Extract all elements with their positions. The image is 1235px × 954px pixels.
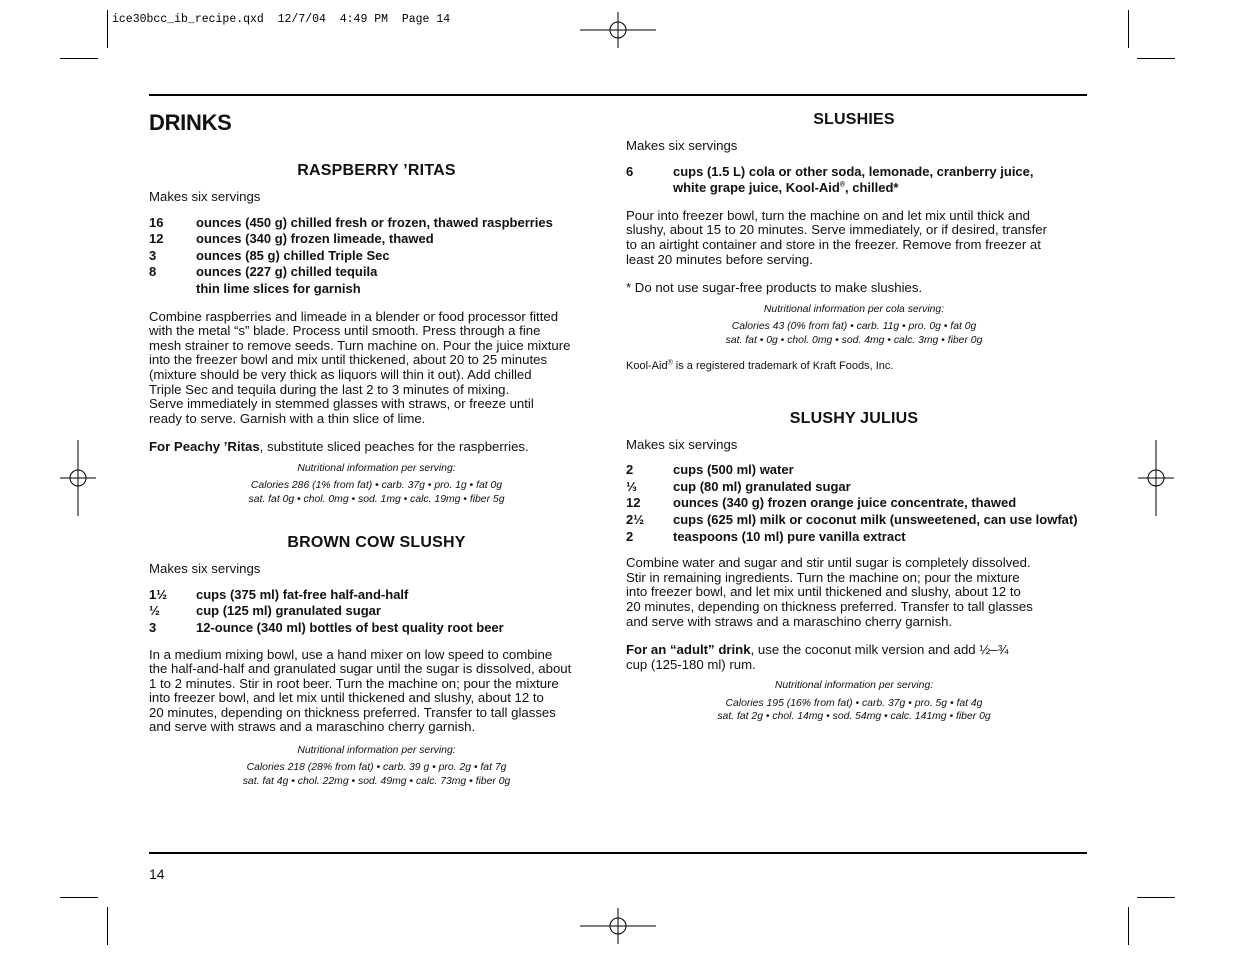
recipe-title-slushies: SLUSHIES bbox=[813, 111, 895, 128]
ingredient-row: ½ cup (125 ml) granulated sugar bbox=[149, 603, 381, 619]
ingredient-list bbox=[149, 215, 604, 298]
ingredient-row: 3 12-ounce (340 ml) bottles of best quality root beer bbox=[149, 619, 504, 635]
trademark-note: Kool-Aid® is a registered trademark of Kraft Foods, Inc. bbox=[626, 359, 894, 372]
ingredient-row: 12 ounces (340 g) frozen orange juice concentrate, thawed bbox=[626, 495, 1017, 511]
left-column bbox=[149, 162, 604, 788]
top-rule bbox=[149, 94, 1087, 96]
ingredient-list bbox=[626, 462, 1082, 545]
recipe-footnote: * Do not use sugar-free products to make slushies. bbox=[626, 280, 923, 296]
ingredient-row: 2 teaspoons (10 ml) pure vanilla extract bbox=[626, 528, 906, 544]
recipe-yield: Makes six servings bbox=[626, 138, 738, 153]
ingredient-list bbox=[626, 164, 1082, 197]
ingredient-row: 12 ounces (340 g) frozen limeade, thawed bbox=[149, 231, 434, 247]
crop-mark bbox=[107, 907, 108, 945]
registration-mark-icon bbox=[580, 12, 656, 48]
ingredient-row: 16 ounces (450 g) chilled fresh or frozen, thawed raspberries bbox=[149, 214, 553, 230]
ingredient-row: 2½ cups (625 ml) milk or coconut milk (unsweetened, can use lowfat) bbox=[626, 511, 1078, 527]
crop-mark bbox=[1128, 907, 1129, 945]
bottom-rule bbox=[149, 852, 1087, 854]
nutrition-info: Nutritional information per serving: Calories 195 (16% from fat) • carb. 37g • pro. 5g • fat 4g sat. fat 2g • chol. 14mg • sod. 54mg • calc. 141mg • fiber 0g bbox=[717, 680, 991, 723]
recipe-directions: Combine water and sugar and stir until sugar is completely dissolved. Stir in remaining ingredients. Turn the machine on; pour the mixture into freezer bowl, and let mix until thickened and slushy, about 12 to 20 minutes, depending on thickness preferred. Transfer to tall glasses and serve with straws and a maraschino cherry garnish. bbox=[626, 555, 1033, 629]
recipe-variation: For an “adult” drink, use the coconut milk version and add ½–¾ cup (125-180 ml) rum. bbox=[626, 642, 1009, 672]
nutrition-info: Nutritional information per cola serving: Calories 43 (0% from fat) • carb. 11g • pro. 0g • fat 0g sat. fat • 0g • chol. 0mg • sod. 4mg • calc. 3mg • fiber 0g bbox=[725, 303, 983, 346]
recipe-yield: Makes six servings bbox=[149, 561, 261, 577]
crop-mark bbox=[60, 897, 98, 898]
recipe-directions: Combine raspberries and limeade in a blender or food processor fitted with the metal “s” blade. Process until smooth. Press through a fine mesh strainer to remove seeds. Turn machine on. Pour the juice mixture into the freezer bowl and mix until thickened, about 20 to 25 minutes (mixture should be very thick as liquors will thin it out). Add chilled Triple Sec and tequila during the last 2 to 3 minutes of mixing. Serve immediately in stemmed glasses with straws, or freeze until ready to serve. Garnish with a thin slice of lime. bbox=[149, 308, 571, 426]
ingredient-list bbox=[149, 587, 604, 637]
crop-mark bbox=[1137, 897, 1175, 898]
section-title: DRINKS bbox=[149, 110, 232, 135]
recipe-yield: Makes six servings bbox=[626, 436, 738, 452]
crop-mark bbox=[107, 10, 108, 48]
registration-mark-icon bbox=[580, 908, 656, 944]
recipe-directions: Pour into freezer bowl, turn the machine on and let mix until thick and slushy, about 15 to 20 minutes. Serve immediately, or if desired, transfer to an airtight container and store in the freezer. Remove from freezer at least 20 minutes before serving. bbox=[626, 207, 1047, 267]
ingredient-row: thin lime slices for garnish bbox=[196, 280, 361, 296]
ingredient-row: 8 ounces (227 g) chilled tequila bbox=[149, 264, 378, 280]
ingredient-row: 6 cups (1.5 L) cola or other soda, lemonade, cranberry juice, white grape juice, Kool-Aid®, chilled* bbox=[626, 163, 1034, 196]
registration-mark-icon bbox=[60, 440, 96, 516]
crop-mark bbox=[60, 58, 98, 59]
recipe-title-slushy-julius: SLUSHY JULIUS bbox=[789, 409, 919, 427]
nutrition-info: Nutritional information per serving: Calories 286 (1% from fat) • carb. 37g • pro. 1g • fat 0g sat. fat 0g • chol. 0mg • sod. 1mg • calc. 19mg • fiber 5g bbox=[248, 462, 505, 505]
ingredient-row: ⅓ cup (80 ml) granulated sugar bbox=[626, 478, 851, 494]
crop-mark bbox=[1137, 58, 1175, 59]
nutrition-info: Nutritional information per serving: Calories 218 (28% from fat) • carb. 39 g • pro. 2g • fat 7g sat. fat 4g • chol. 22mg • sod. 49mg • calc. 73mg • fiber 0g bbox=[242, 745, 511, 787]
recipe-directions: In a medium mixing bowl, use a hand mixer on low speed to combine the half-and-half and granulated sugar until the sugar is dissolved, about 1 to 2 minutes. Stir in root beer. Turn the machine on; pour the mixture into freezer bowl, and let mix until thickened and slushy, about 12 to 20 minutes, depending on thickness preferred. Transfer to tall glasses and serve with straws and a maraschino cherry garnish. bbox=[149, 646, 572, 735]
ingredient-row: 1½ cups (375 ml) fat-free half-and-half bbox=[149, 586, 409, 602]
ingredient-row: 2 cups (500 ml) water bbox=[626, 462, 794, 478]
crop-mark bbox=[1128, 10, 1129, 48]
recipe-title-brown-cow: BROWN COW SLUSHY bbox=[287, 534, 466, 552]
recipe-variation: For Peachy ’Ritas, substitute sliced peaches for the raspberries. bbox=[149, 439, 529, 455]
recipe-yield: Makes six servings bbox=[149, 189, 261, 204]
ingredient-row: 3 ounces (85 g) chilled Triple Sec bbox=[149, 247, 390, 263]
page-number: 14 bbox=[149, 866, 165, 882]
right-column bbox=[626, 111, 1082, 724]
file-slug: ice30bcc_ib_recipe.qxd 12/7/04 4:49 PM Page 14 bbox=[112, 13, 451, 26]
recipe-title-raspberry: RASPBERRY ’RITAS bbox=[297, 162, 456, 179]
registration-mark-icon bbox=[1138, 440, 1174, 516]
